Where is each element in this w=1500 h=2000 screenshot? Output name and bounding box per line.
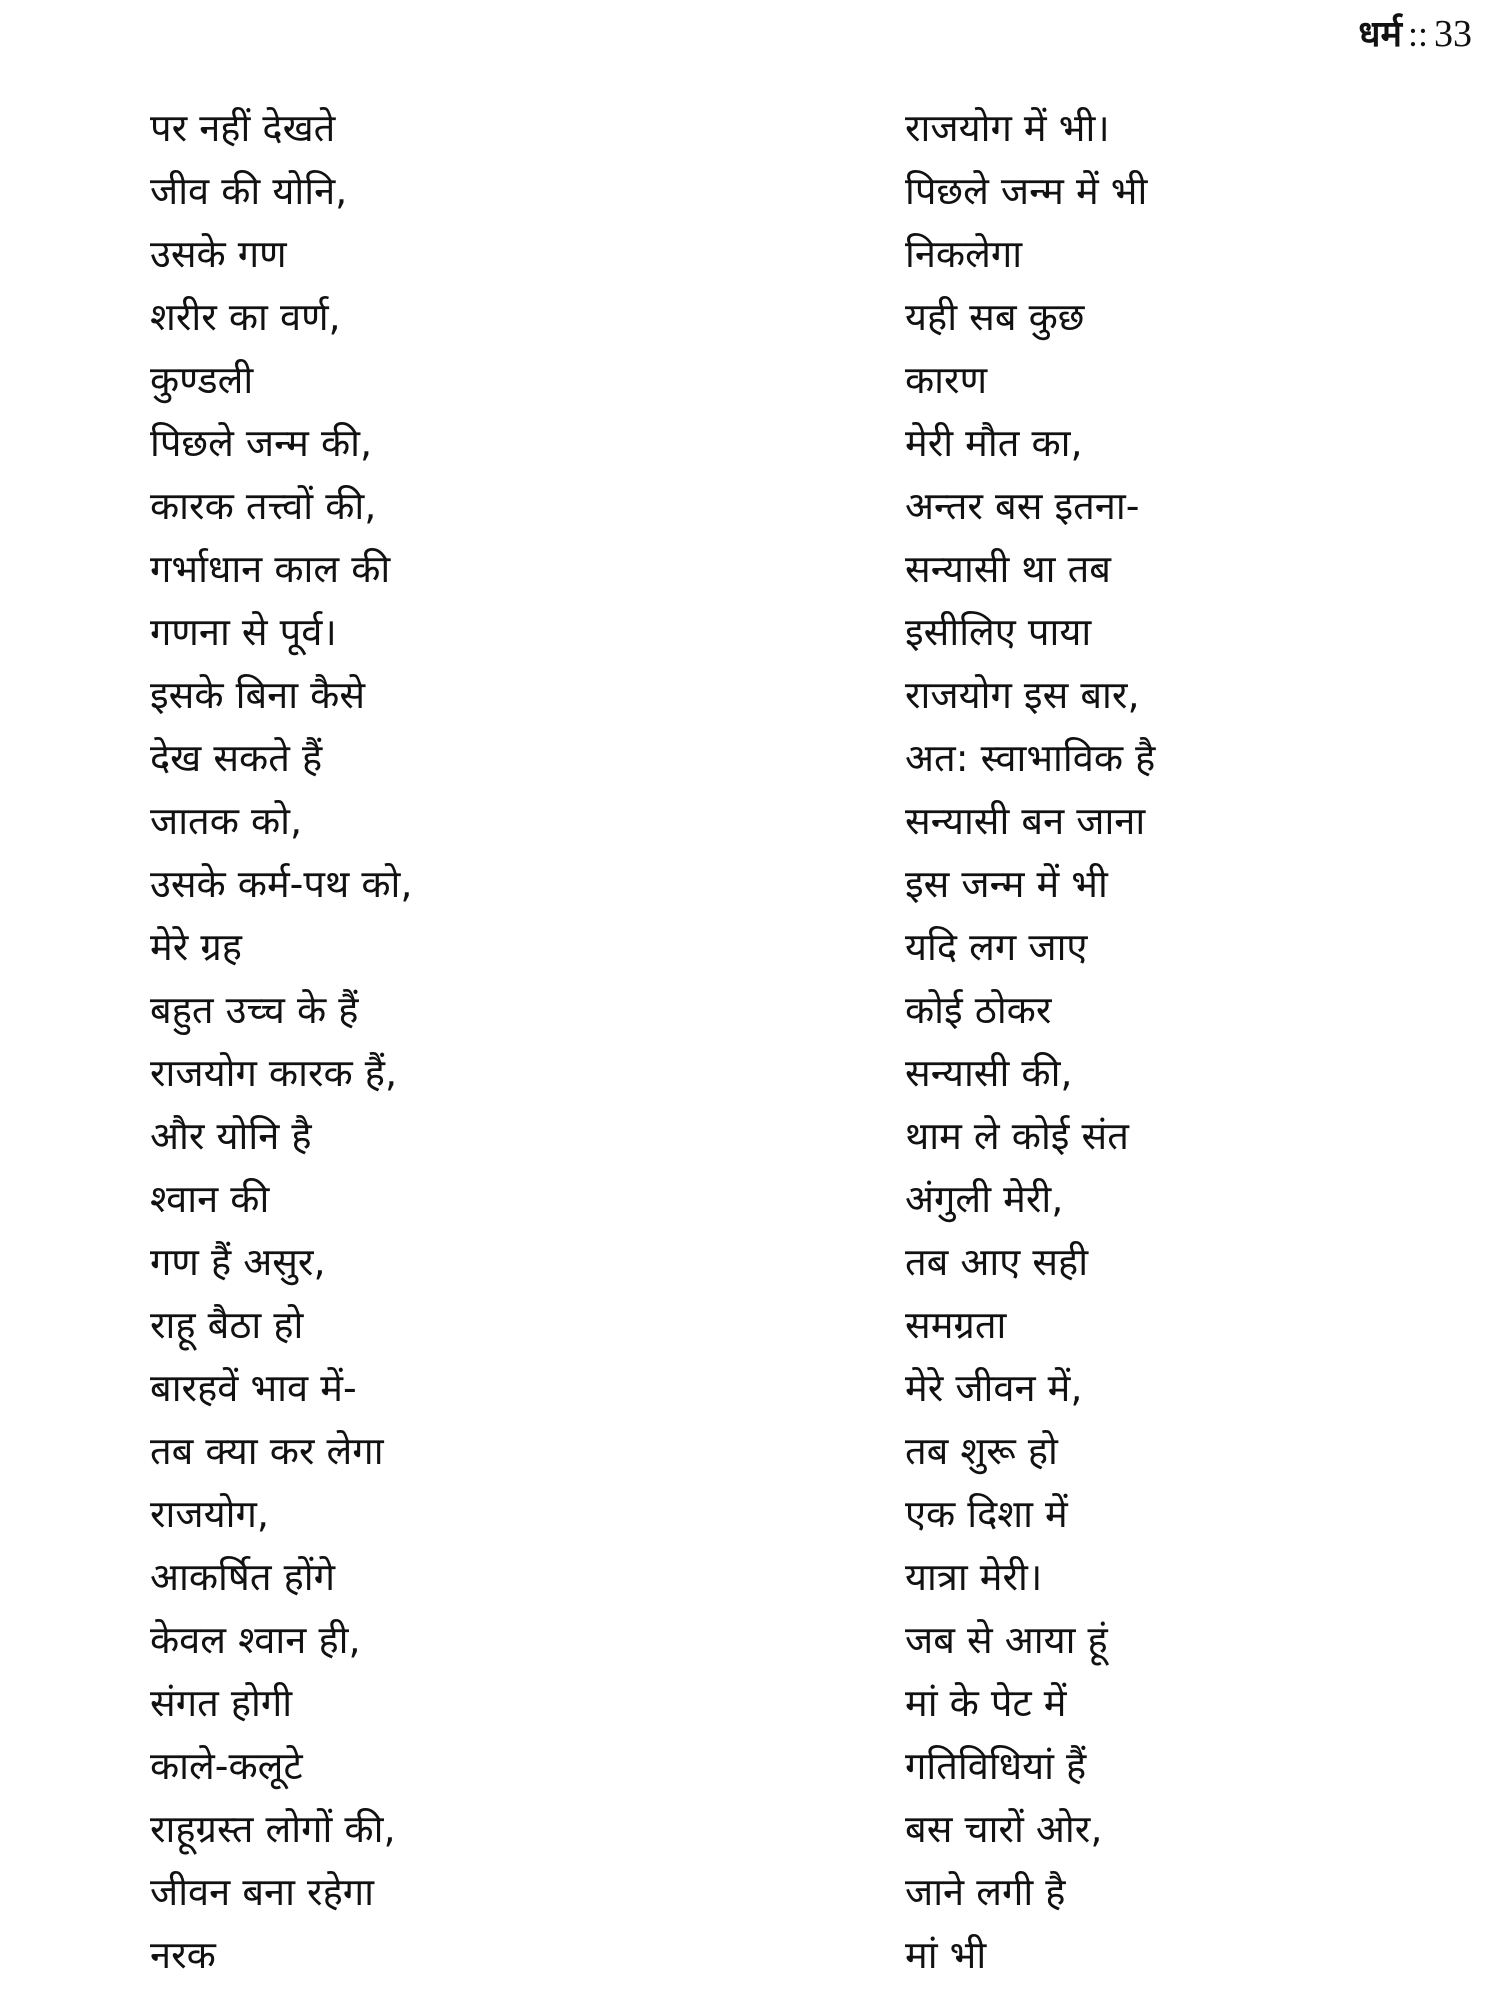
poem-line: अत: स्वाभाविक है — [905, 736, 1156, 780]
poem-line: सन्यासी था तब — [905, 547, 1111, 591]
poem-line: तब क्या कर लेगा — [150, 1429, 384, 1473]
poem-line: नरक — [150, 1933, 216, 1977]
poem-line: अंगुली मेरी, — [905, 1177, 1064, 1221]
poem-line: बारहवें भाव में- — [150, 1366, 357, 1410]
poem-line: राजयोग, — [150, 1492, 269, 1536]
poem-line: जब से आया हूं — [905, 1618, 1108, 1662]
poem-line: सन्यासी बन जाना — [905, 799, 1146, 843]
poem-line: उसके गण — [150, 232, 287, 276]
poem-line: गण हैं असुर, — [150, 1240, 326, 1284]
poem-line: यही सब कुछ — [905, 295, 1085, 339]
poem-line: जाने लगी है — [905, 1870, 1066, 1914]
poem-line: यात्रा मेरी। — [905, 1555, 1043, 1599]
poem-line: गतिविधियां हैं — [905, 1744, 1087, 1788]
poem-line: जीवन बना रहेगा — [150, 1870, 375, 1914]
poem-line: यदि लग जाए — [905, 925, 1088, 969]
poem-line: कारक तत्त्वों की, — [150, 484, 377, 528]
poem-line: केवल श्वान ही, — [150, 1618, 361, 1662]
poem-right-column — [905, 97, 1155, 1987]
poem-line: तब शुरू हो — [905, 1429, 1058, 1473]
poem-line: गणना से पूर्व। — [150, 610, 337, 654]
poem-line: राहू बैठा हो — [150, 1303, 304, 1347]
poem-line: कुण्डली — [150, 358, 254, 402]
header-separator: :: — [1407, 14, 1428, 54]
poem-line: मां भी — [905, 1933, 987, 1977]
poem-line: आकर्षित होंगे — [150, 1555, 335, 1599]
poem-line: थाम ले कोई संत — [905, 1114, 1129, 1158]
poem-line: राजयोग में भी। — [905, 106, 1110, 150]
poem-line: मेरे ग्रह — [150, 925, 242, 969]
poem-line: देख सकते हैं — [150, 736, 323, 780]
poem-line: मेरी मौत का, — [905, 421, 1083, 465]
poem-line: संगत होगी — [150, 1681, 293, 1725]
poem-line: गर्भाधान काल की — [150, 547, 391, 591]
poem-line: राहूग्रस्त लोगों की, — [150, 1807, 396, 1851]
poem-line: जीव की योनि, — [150, 169, 348, 213]
poem-line: इसके बिना कैसे — [150, 673, 366, 717]
poem-line: जातक को, — [150, 799, 303, 843]
page-number: 33 — [1434, 13, 1472, 55]
poem-line: तब आए सही — [905, 1240, 1089, 1284]
poem-line: बस चारों ओर, — [905, 1807, 1103, 1851]
poem-line: काले-कलूटे — [150, 1744, 303, 1788]
poem-line: बहुत उच्च के हैं — [150, 988, 359, 1032]
poem-line: उसके कर्म-पथ को, — [150, 862, 413, 906]
poem-line: मां के पेट में — [905, 1681, 1067, 1725]
poem-line: और योनि है — [150, 1114, 312, 1158]
poem-left-column — [150, 97, 412, 1987]
poem-line: पर नहीं देखते — [150, 106, 336, 150]
poem-line: इसीलिए पाया — [905, 610, 1092, 654]
page-header — [1358, 14, 1472, 55]
poem-line: इस जन्म में भी — [905, 862, 1108, 906]
poem-line: श्वान की — [150, 1177, 270, 1221]
poem-line: निकलेगा — [905, 232, 1023, 276]
poem-line: मेरे जीवन में, — [905, 1366, 1083, 1410]
poem-line: कोई ठोकर — [905, 988, 1052, 1032]
section-title: धर्म — [1358, 14, 1402, 55]
poem-line: राजयोग कारक हैं, — [150, 1051, 398, 1095]
poem-line: सन्यासी की, — [905, 1051, 1073, 1095]
poem-line: एक दिशा में — [905, 1492, 1068, 1536]
poem-line: पिछले जन्म में भी — [905, 169, 1148, 213]
poem-line: अन्तर बस इतना- — [905, 484, 1140, 528]
poem-line: राजयोग इस बार, — [905, 673, 1140, 717]
poem-line: पिछले जन्म की, — [150, 421, 373, 465]
poem-line: शरीर का वर्ण, — [150, 295, 341, 339]
poem-line: समग्रता — [905, 1303, 1007, 1347]
poem-line: कारण — [905, 358, 988, 402]
